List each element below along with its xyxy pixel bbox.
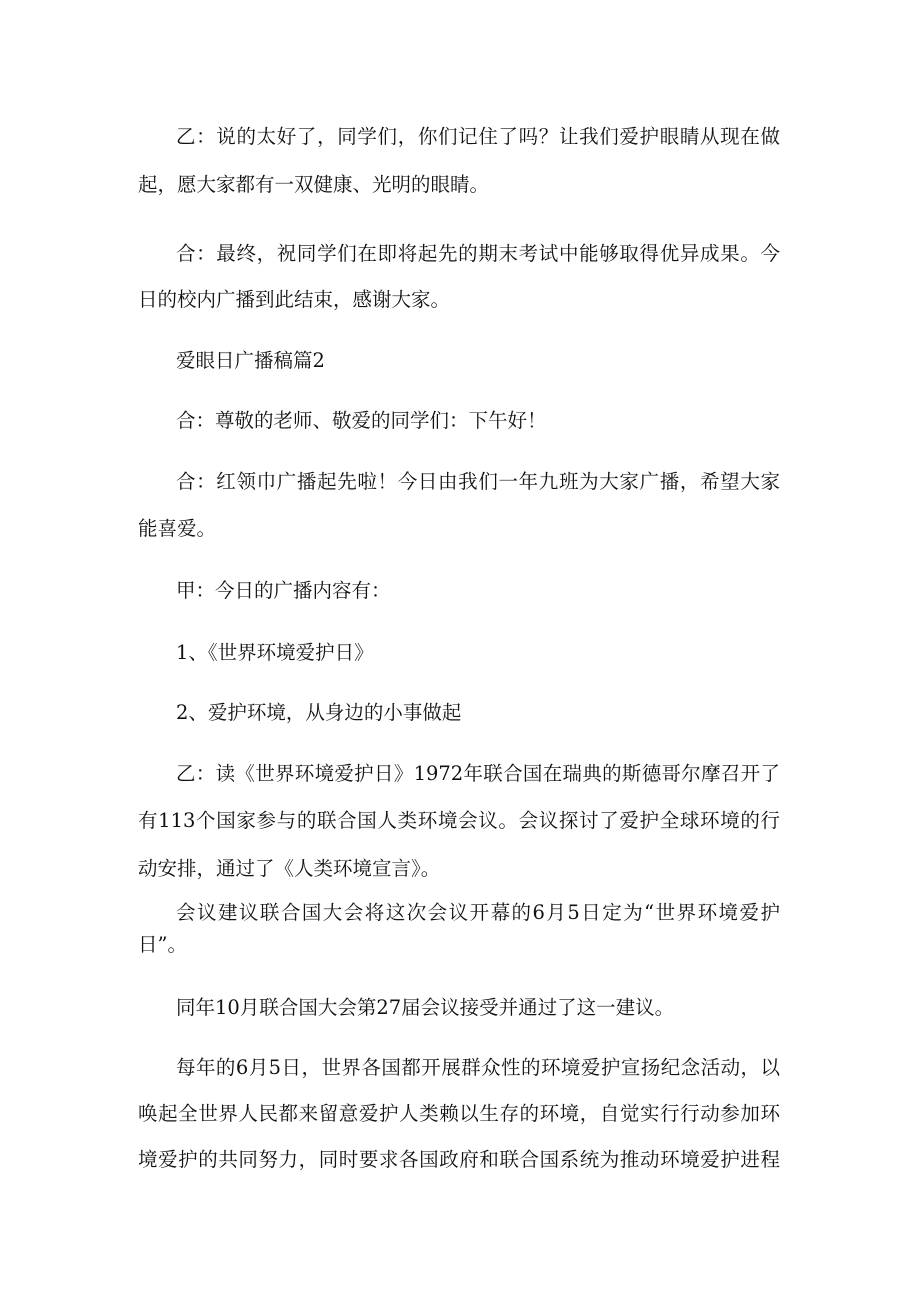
text-line: 甲：今日的广播内容有： [176, 579, 391, 602]
text-line: 会议建议联合国大会将这次会议开幕的6月5日定为“世界环境爱护 [176, 901, 780, 924]
text-line: 能喜爱。 [138, 517, 217, 540]
section-heading: 爱眼日广播稿篇2 [176, 349, 325, 372]
list-item: 1、《世界环境爱护日》 [176, 641, 374, 664]
text-line: 动安排，通过了《人类环境宣言》。 [138, 857, 441, 880]
text-line: 境爱护的共同努力，同时要求各国政府和联合国系统为推动环境爱护进程 [138, 1148, 780, 1171]
text-line: 起，愿大家都有一双健康、光明的眼睛。 [138, 173, 490, 196]
text-line: 唤起全世界人民都来留意爱护人类赖以生存的环境，自觉实行行动参加环 [138, 1102, 780, 1125]
text-line: 合：红领巾广播起先啦！今日由我们一年九班为大家广播，希望大家 [176, 470, 780, 493]
text-line: 乙：读《世界环境爱护日》1972年联合国在瑞典的斯德哥尔摩召开了 [176, 762, 780, 785]
list-item: 2、爱护环境，从身边的小事做起 [176, 701, 462, 724]
text-line: 合：最终，祝同学们在即将起先的期末考试中能够取得优异成果。今 [176, 242, 780, 265]
text-line: 乙：说的太好了，同学们，你们记住了吗？让我们爱护眼睛从现在做 [176, 125, 780, 148]
text-line: 同年10月联合国大会第27届会议接受并通过了这一建议。 [176, 996, 675, 1019]
text-line: 有113个国家参与的联合国人类环境会议。会议探讨了爱护全球环境的行 [138, 809, 780, 832]
text-line: 合：尊敬的老师、敬爱的同学们：下午好！ [176, 409, 547, 432]
text-line: 日”。 [138, 933, 187, 956]
text-line: 日的校内广播到此结束，感谢大家。 [138, 288, 451, 311]
text-line: 每年的6月5日，世界各国都开展群众性的环境爱护宣扬纪念活动，以 [176, 1056, 780, 1079]
